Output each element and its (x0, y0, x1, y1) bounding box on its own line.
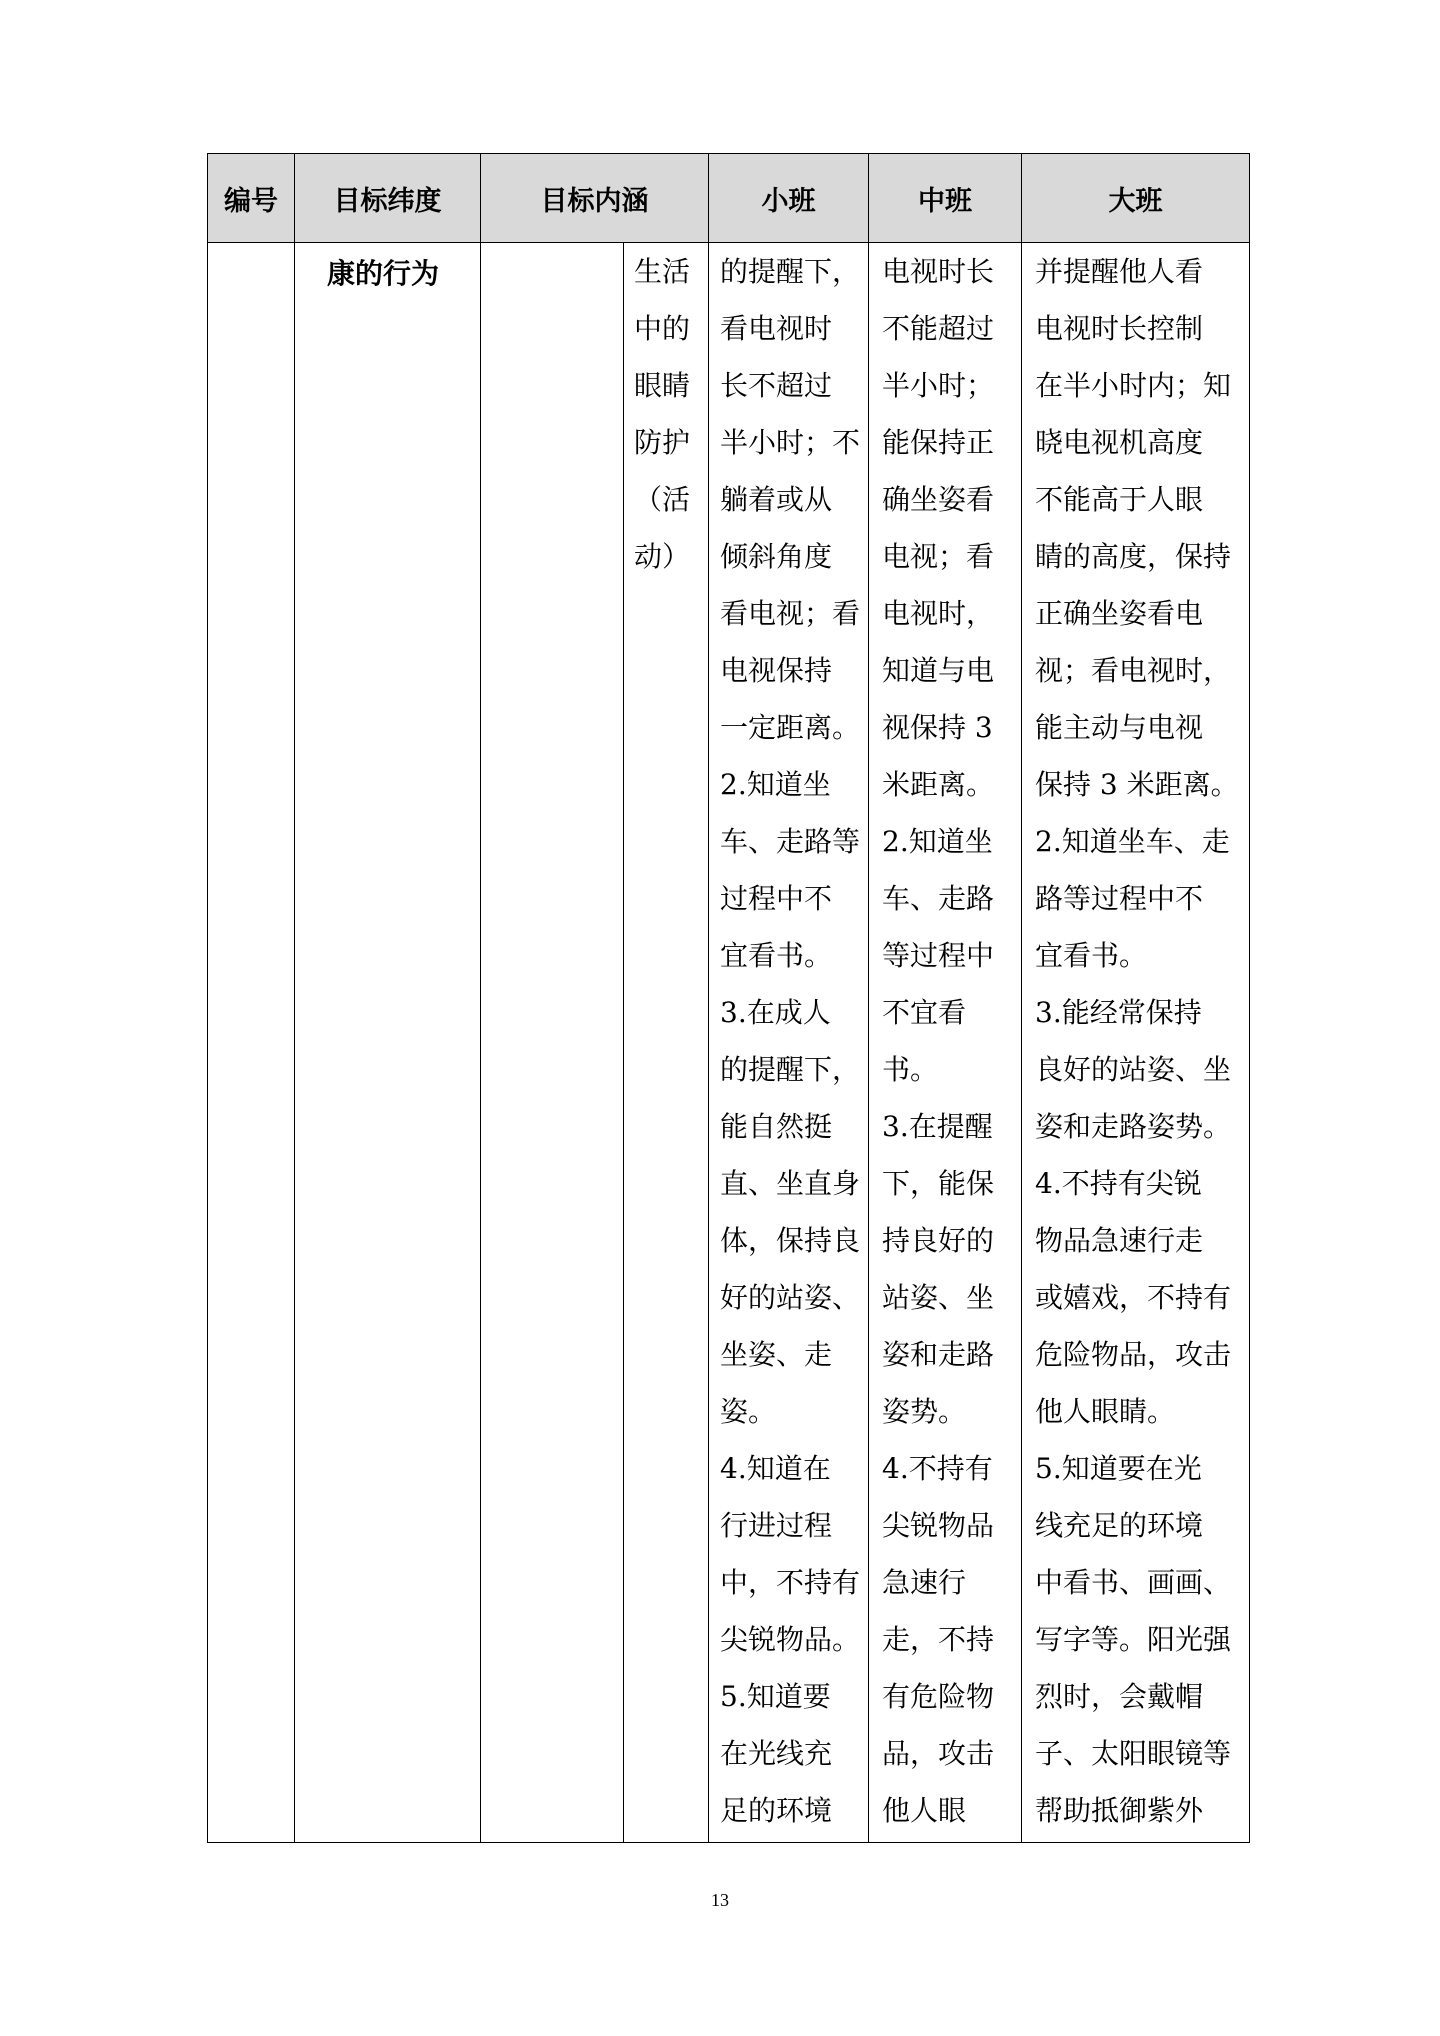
cell-large-class (1022, 243, 1250, 1843)
header-small-class: 小班 (709, 154, 869, 243)
cell-number (208, 243, 295, 1843)
header-middle-class: 中班 (869, 154, 1022, 243)
table-row (208, 243, 1250, 1843)
small-class-text: 的提醒下， 看电视时 长不超过 半小时；不 躺着或从 倾斜角度 看电视；看 电视保持 一定距离。 2.知道坐 车、走路等 过程中不 宜看书。 3.在成人 的提醒下， 能自然挺 直、坐直身 体，保持良 好的站姿、 坐姿、走 姿。 4.知道在 行进过程 中，不持有 尖锐物品。 5.知道要 在光线充 足的环境 (720, 255, 861, 1827)
header-row (208, 154, 1250, 243)
cell-content-main (481, 243, 624, 1843)
cell-small-class (709, 243, 869, 1843)
header-content: 目标内涵 (481, 154, 709, 243)
cell-middle-class (869, 243, 1022, 1843)
header-dimension: 目标纬度 (295, 154, 481, 243)
content-sub-text: 生活 中的 眼睛 防护 （活 动） (634, 255, 691, 573)
header-large-class: 大班 (1022, 154, 1250, 243)
large-class-text: 并提醒他人看 电视时长控制 在半小时内；知 晓电视机高度 不能高于人眼 睛的高度，保持 正确坐姿看电 视；看电视时， 能主动与电视 保持 3 米距离。 2.知道坐车、走 路等过程中不 宜看书。 3.能经常保持 良好的站姿、坐 姿和走路姿势。 4.不持有尖锐 物品急速行走 或嬉戏，不持有 危险物品，攻击 他人眼睛。 5.知道要在光 线充足的环境 中看书、画画、 写字等。阳光强 烈时，会戴帽 子、太阳眼镜等 帮助抵御紫外 (1035, 255, 1239, 1827)
header-number: 编号 (208, 154, 295, 243)
page-number: 13 (711, 1890, 729, 1910)
middle-class-text: 电视时长 不能超过 半小时； 能保持正 确坐姿看 电视；看 电视时， 知道与电 视保持 3 米距离。 2.知道坐 车、走路 等过程中 不宜看 书。 3.在提醒 下，能保 持良好的 站姿、坐 姿和走路 姿势。 4.不持有 尖锐物品 急速行 走，不持 有危险物 品，攻击 他人眼 (882, 255, 995, 1827)
cell-content-sub (624, 243, 709, 1843)
goal-table (207, 153, 1250, 1843)
cell-dimension: 康的行为 (295, 243, 481, 1843)
